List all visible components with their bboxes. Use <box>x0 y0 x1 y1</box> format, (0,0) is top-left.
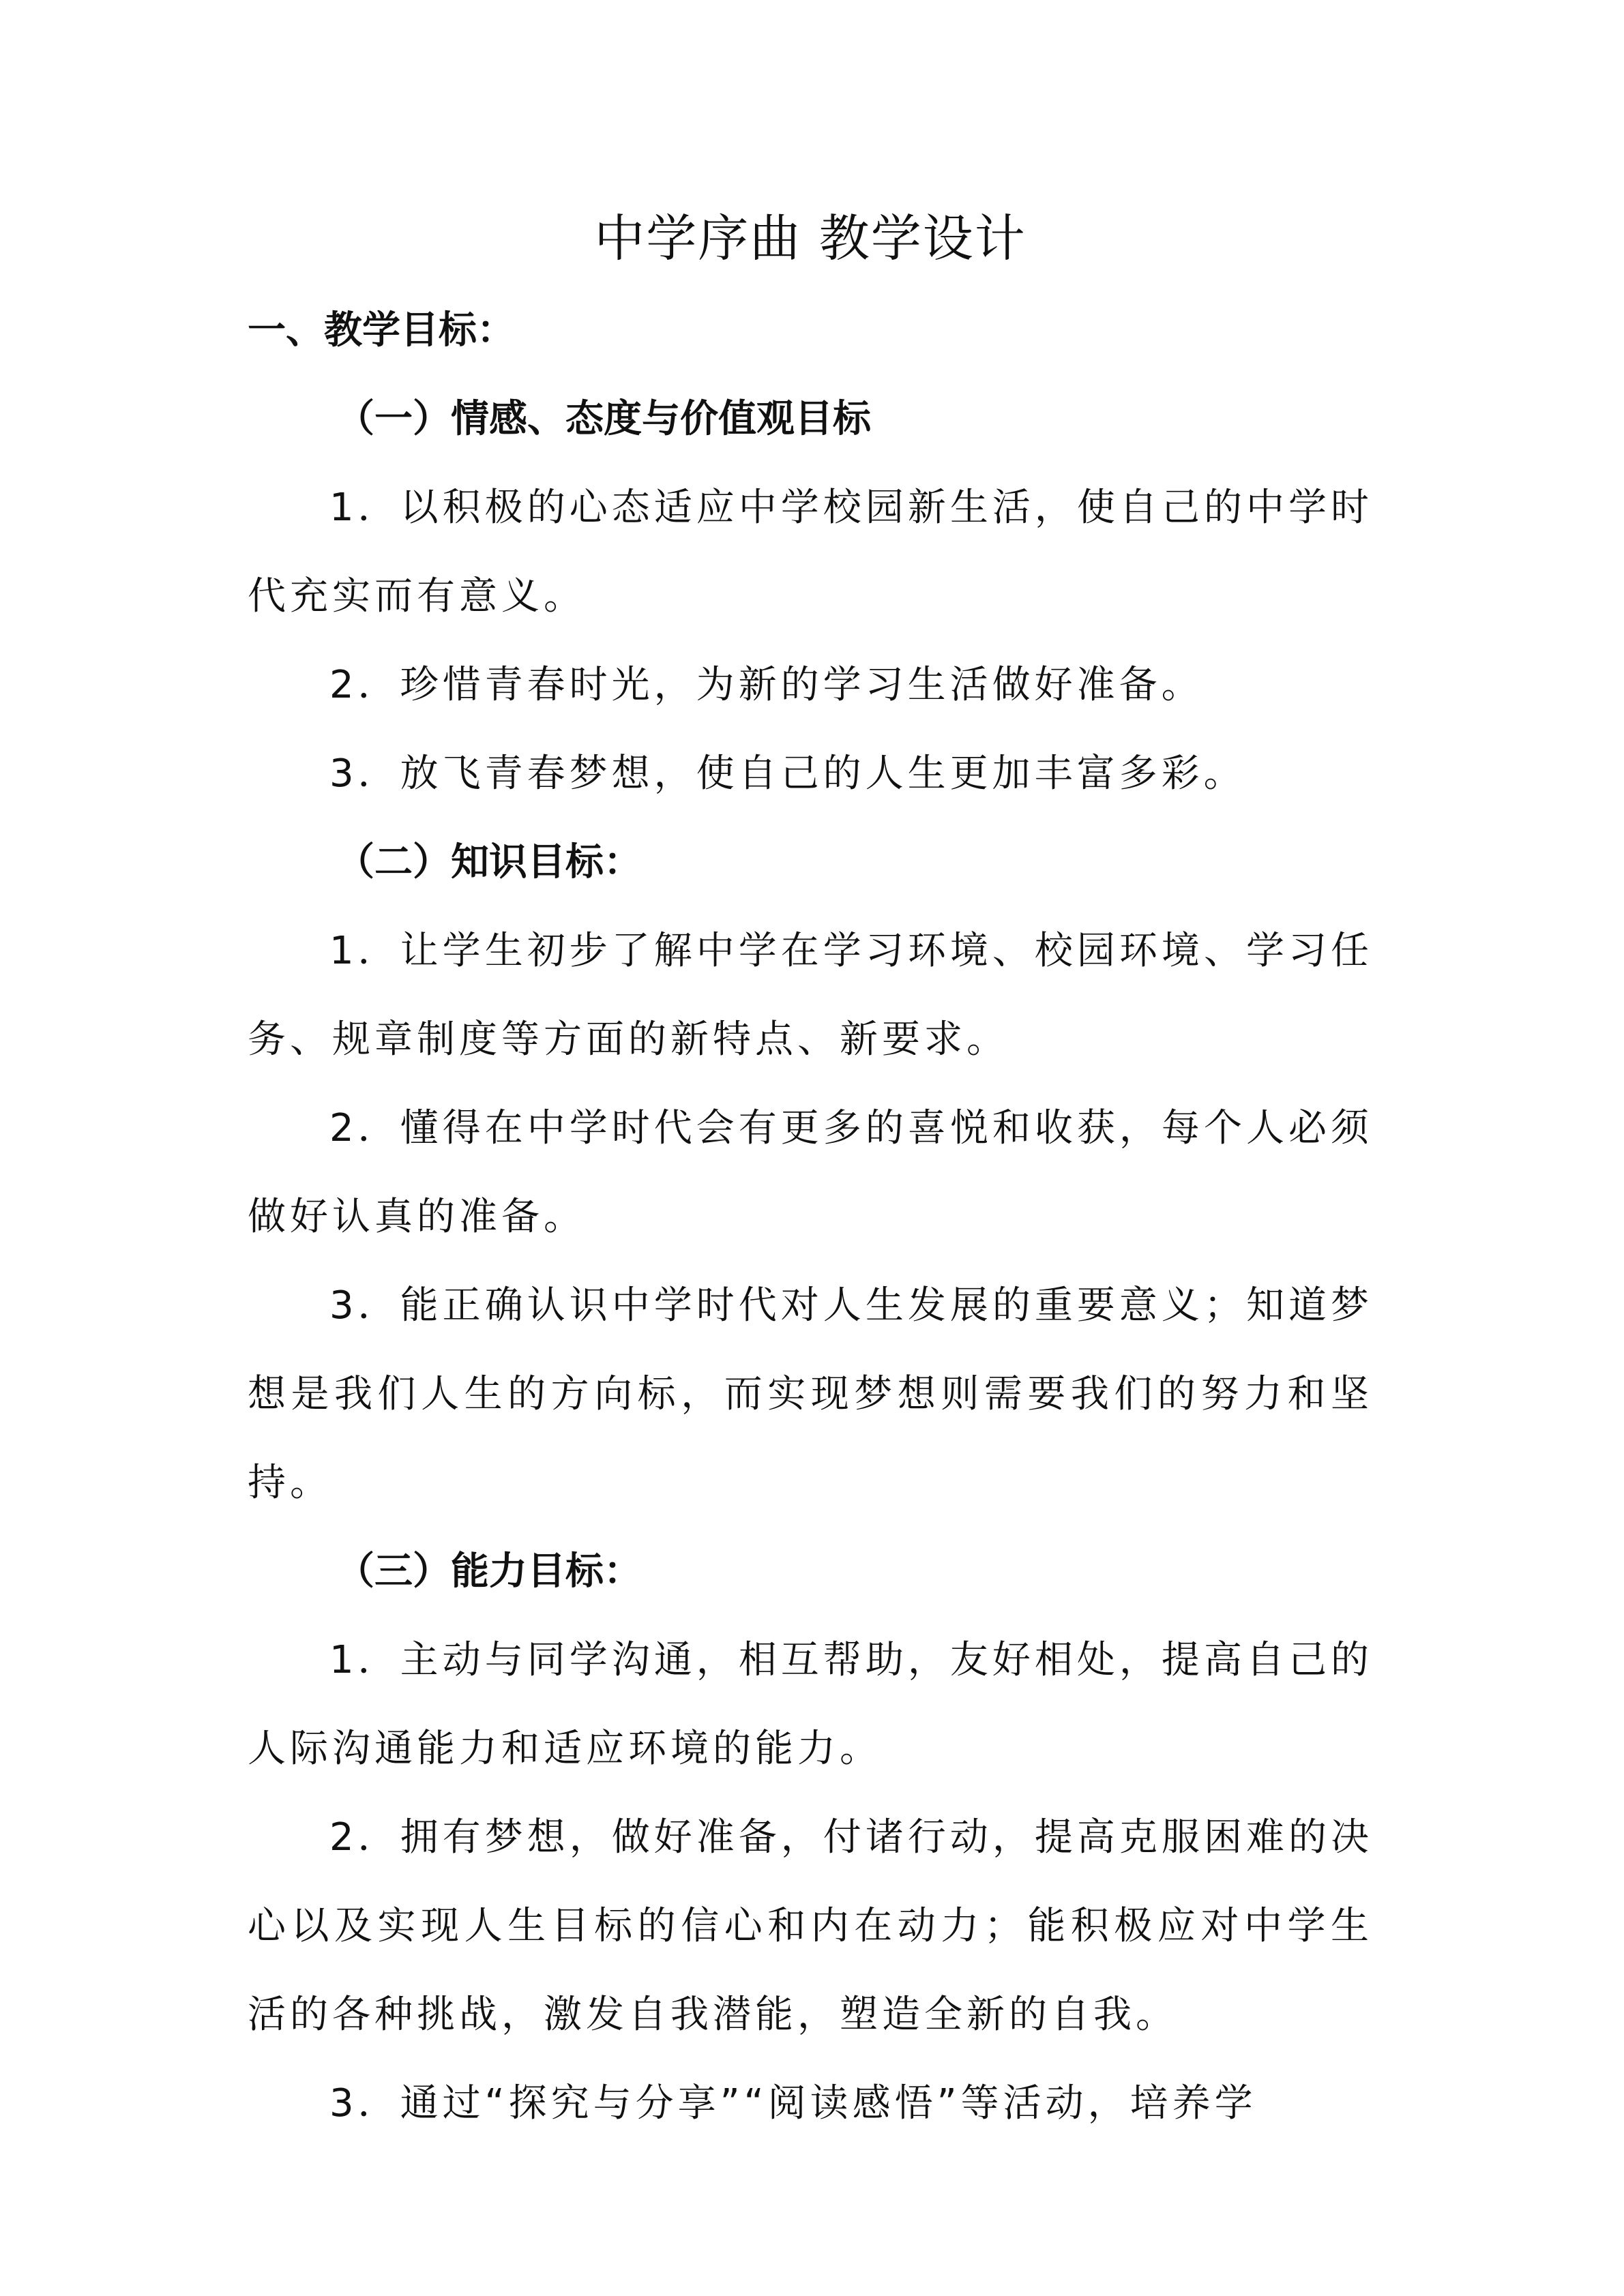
paragraph-emotion-goal-2: 2．珍惜青春时光，为新的学习生活做好准备。 <box>329 663 1204 707</box>
paragraph-ability-goal-3: 3．通过“探究与分享”“阅读感悟”等活动，培养学 <box>329 2081 1257 2126</box>
subsection-heading-emotion-goals: （一）情感、态度与价值观目标 <box>336 397 871 441</box>
paragraph-ability-goal-1: 1．主动与同学沟通，相互帮助，友好相处，提高自己的人际沟通能力和适应环境的能力。 <box>248 1638 1373 1771</box>
paragraph-ability-goal-2: 2．拥有梦想，做好准备，付诸行动，提高克服困难的决心以及实现人生目标的信心和内在动力；能积极应对中学生活的各种挑战，激发自我潜能，塑造全新的自我。 <box>248 1815 1373 2037</box>
paragraph-emotion-goal-1: 1．以积极的心态适应中学校园新生活，使自己的中学时代充实而有意义。 <box>248 486 1373 618</box>
document-title: 中学序曲 教学设计 <box>594 209 1027 268</box>
document-body <box>248 191 1373 2148</box>
paragraph-emotion-goal-3: 3．放飞青春梦想，使自己的人生更加丰富多彩。 <box>329 751 1246 796</box>
section-heading-teaching-goals: 一、教学目标： <box>248 308 515 353</box>
subsection-heading-knowledge-goals: （二）知识目标： <box>336 840 642 884</box>
paragraph-knowledge-goal-1: 1．让学生初步了解中学在学习环境、校园环境、学习任务、规章制度等方面的新特点、新要求。 <box>248 929 1373 1062</box>
paragraph-knowledge-goal-2: 2．懂得在中学时代会有更多的喜悦和收获，每个人必须做好认真的准备。 <box>248 1106 1373 1239</box>
paragraph-knowledge-goal-3: 3．能正确认识中学时代对人生发展的重要意义；知道梦想是我们人生的方向标，而实现梦想则需要我们的努力和坚持。 <box>248 1283 1373 1505</box>
subsection-heading-ability-goals: （三）能力目标： <box>336 1549 642 1594</box>
